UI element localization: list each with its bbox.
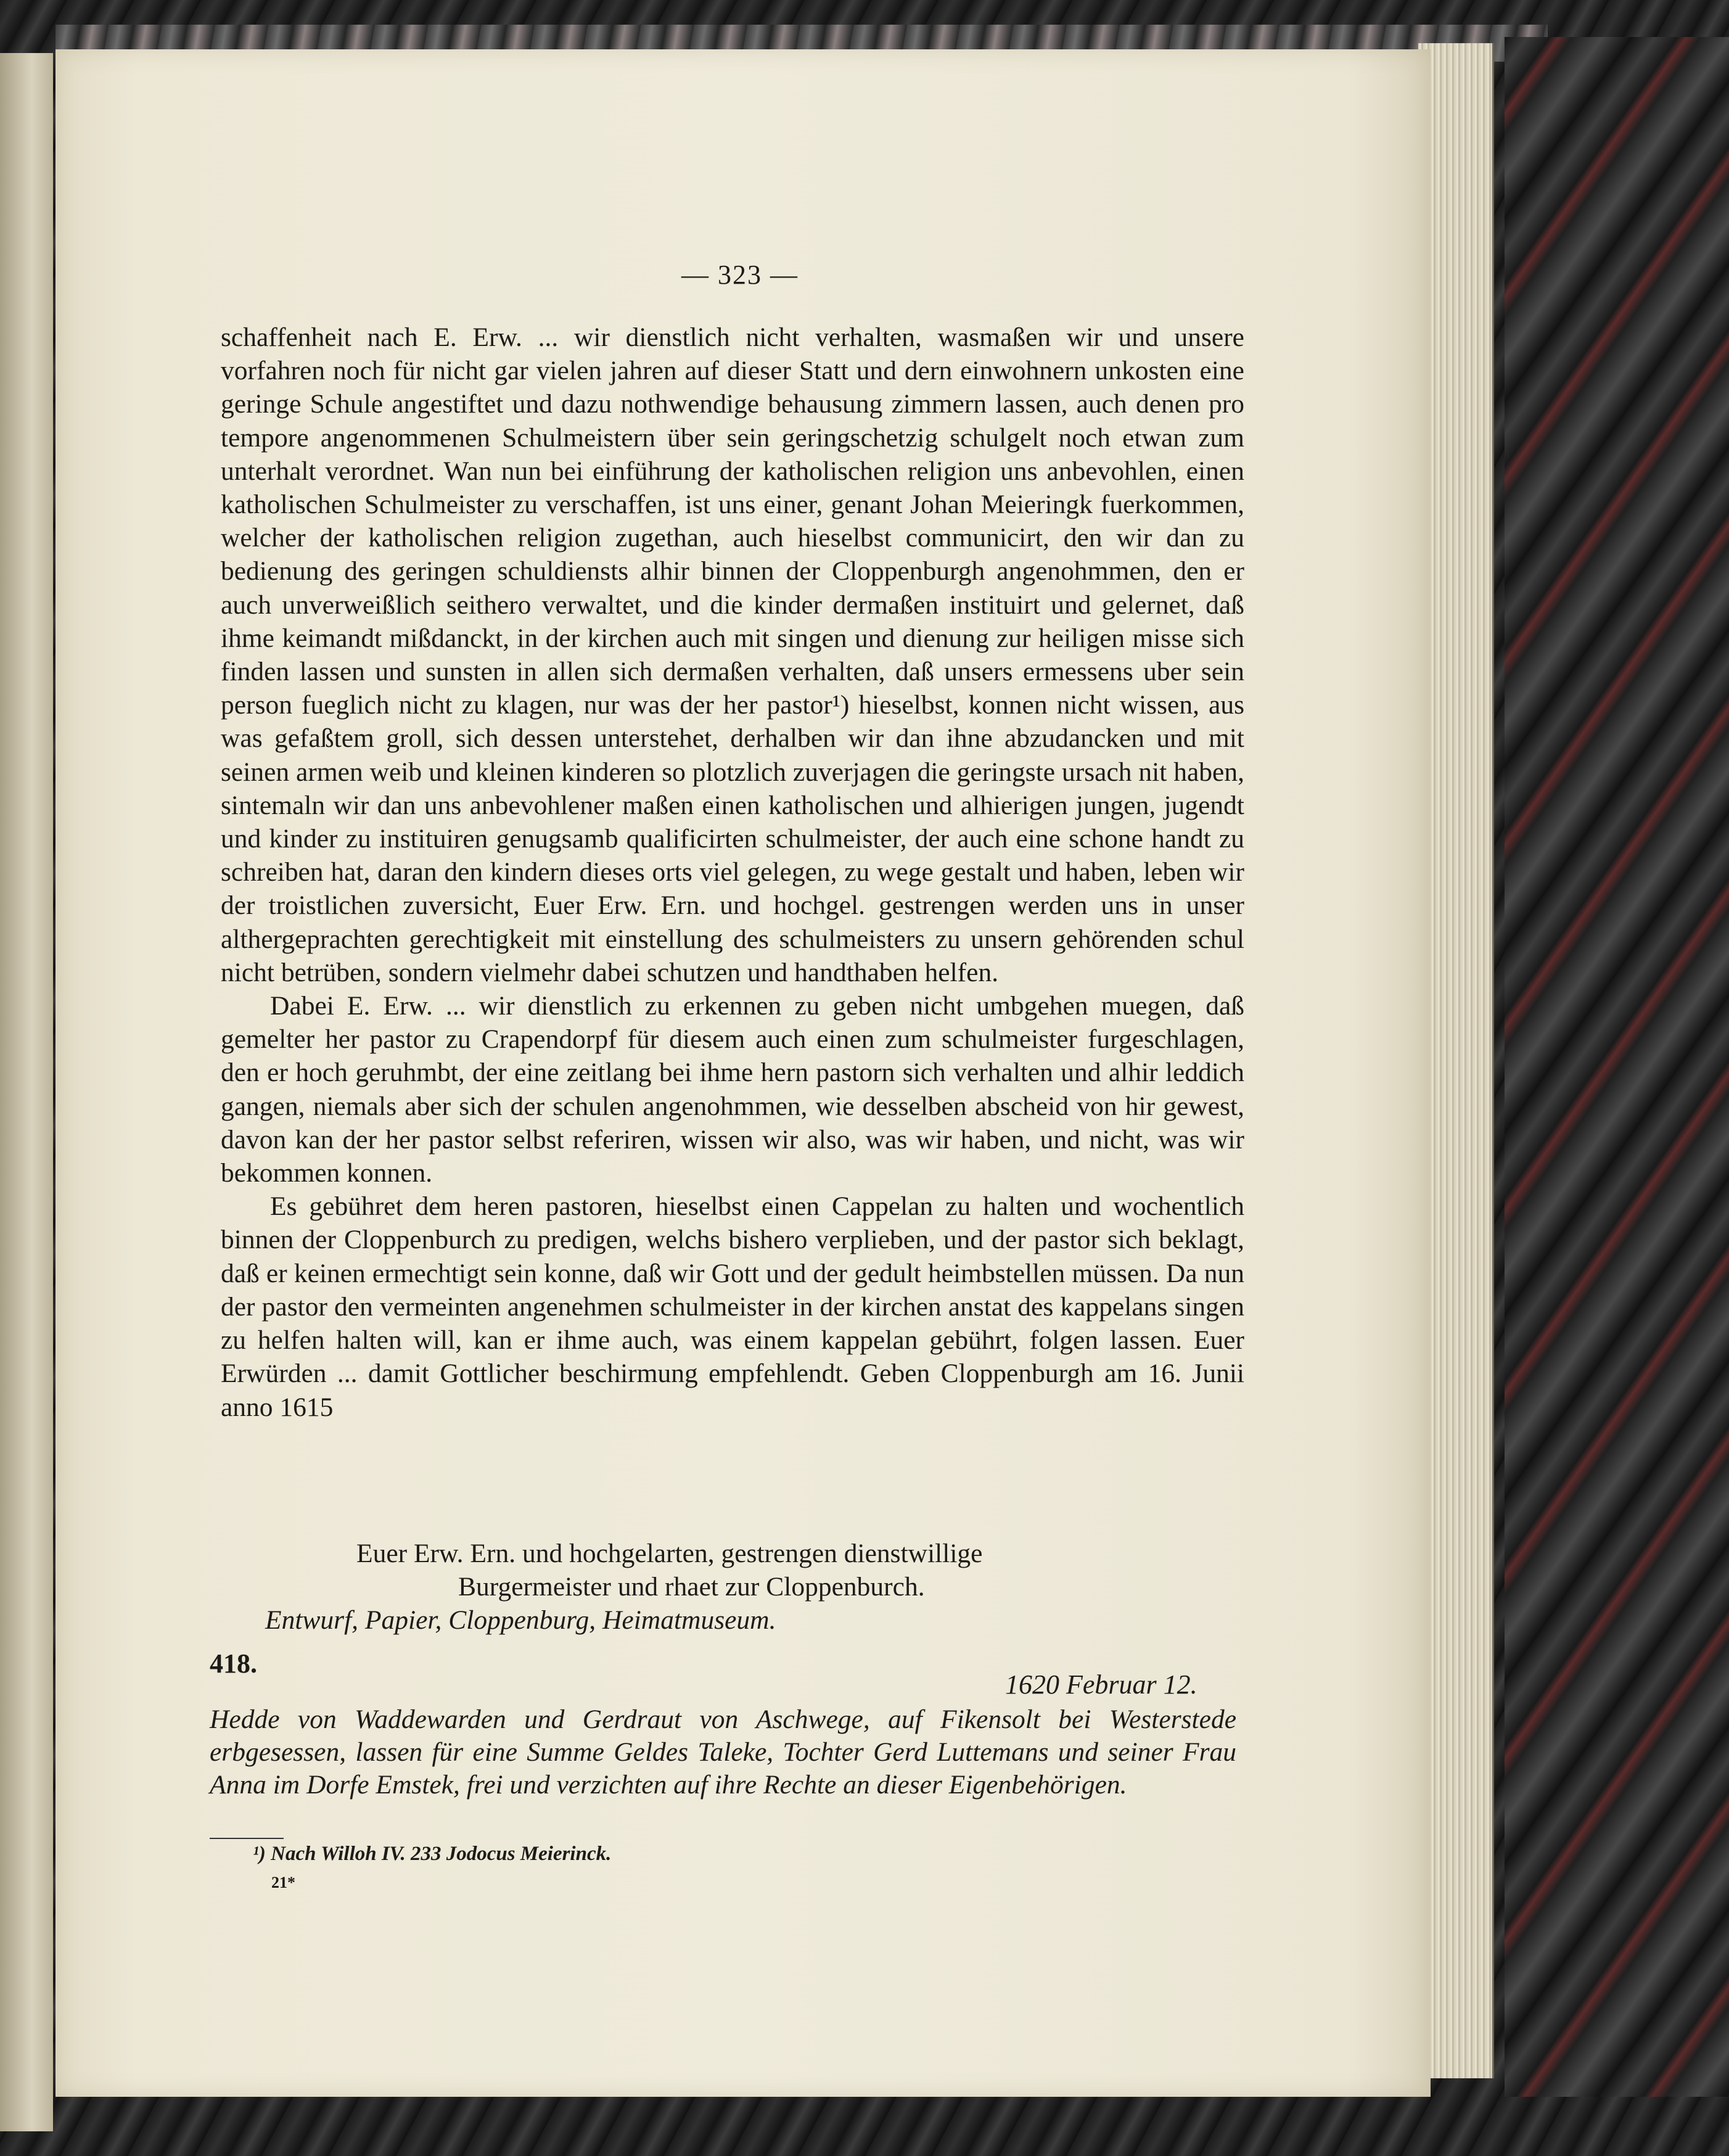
book-page xyxy=(55,49,1431,2097)
marbled-cover-right xyxy=(1505,37,1729,2097)
document-summary: Hedde von Waddewarden und Gerdraut von Aschwege, auf Fikensolt bei Westerstede erbgesessen, lassen für eine Summe Geldes Taleke, Tochter Gerd Luttemans und seiner Frau Anna im Dorfe Emstek, frei und verzichten auf ihre Rechte an dieser Eigenbehörigen. xyxy=(210,1705,1236,1800)
paragraph: Dabei E. Erw. ... wir dienstlich zu erkennen zu geben nicht umbgehen muegen, daß gemelter her pastor zu Crapendorpf für diesem auch einen zum schulmeister furgeschlagen, den er hoch geruhmbt, der eine zeitlang bei ihme hern pastorn sich verhalten und alhir leddich gangen, niemals aber sich der schulen angenohmmen, wie desselben abscheid von hir gewest, davon kan der her pastor selbst referiren, wissen wir also, was wir haben, und nicht, was wir bekommen konnen. xyxy=(221,991,1244,1188)
source-note: Entwurf, Papier, Cloppenburg, Heimatmuseum. xyxy=(265,1605,776,1635)
footnote: ¹) Nach Willoh IV. 233 Jodocus Meierinck. xyxy=(253,1843,612,1865)
document-date: 1620 Februar 12. xyxy=(1005,1669,1197,1700)
closing-line: Euer Erw. Ern. und hochgelarten, gestrengen dienstwillige xyxy=(356,1539,983,1568)
paragraph: schaffenheit nach E. Erw. ... wir dienstlich nicht verhalten, wasmaßen wir und unsere vorfahren noch für nicht gar vielen jahren auf dieser Statt und dern einwohnern unkosten eine geringe Schule angestiftet und dazu nothwendige behausung zimmern lassen, auch denen pro tempore angenommenen Schulmeistern über sein geringschetzig schulgelt noch etwan zum unterhalt verordnet. Wan nun bei einführung der katholischen religion uns anbevohlen, einen katholischen Schulmeister zu verschaffen, ist uns einer, genant Johan Meieringk fuerkommen, welcher der katholischen religion zugethan, auch hieselbst communicirt, den wir dan zu bedienung des geringen schuldiensts alhir binnen der Cloppenburgh angenohmmen, den er auch unverweißlich seithero verwaltet, und die kinder dermaßen instituirt und gelernet, daß ihme keimandt mißdanckt, in der kirchen auch mit singen und dienung zur heiligen misse sich finden lassen und sunsten in allen sich dermaßen verhalten, daß unsers ermessens uber sein person fueglich nicht zu klagen, nur was der her pastor¹) hieselbst, konnen nicht wissen, aus was gefaßtem groll, sich dessen unterstehet, derhalben wir dan ihne abzudancken und mit seinen armen weib und kleinen kinderen so plotzlich zuverjagen die geringste ursach nit haben, sintemaln wir dan uns anbevohlener maßen einen katholischen und alhierigen jungen, jugendt und kinder zu instituiren genugsamb qualificirten schulmeister, der auch eine schone handt zu schreiben hat, daran den kindern dieses orts viel gelegen, zu wege gestalt und haben, leben wir der troistlichen zuversicht, Euer Erw. Ern. und hochgel. gestrengen werden uns in unser althergeprachten gerechtigkeit mit einstellung des schulmeisters zu unsern gehörenden schul nicht betrüben, sondern vielmehr dabei schutzen und handthaben helfen. xyxy=(221,323,1244,987)
signature-mark: 21* xyxy=(271,1874,295,1891)
document-number: 418. xyxy=(210,1648,257,1679)
page-number: — 323 — xyxy=(681,260,799,290)
letter-closing xyxy=(221,1537,1244,1603)
footnote-rule xyxy=(210,1838,284,1839)
main-text xyxy=(221,321,1244,1424)
paragraph: Es gebühret dem heren pastoren, hieselbst einen Cappelan zu halten und wochentlich binnen der Cloppenburch zu predigen, welchs bishero verplieben, und der pastor sich beklagt, daß er keinen ermechtigt sein konne, daß wir Gott und der gedult heimbstellen müssen. Da nun der pastor den vermeinten angenehmen schulmeister in der kirchen anstat des kappelans singen zu helfen halten will, kan er ihme auch, was einem kappelan gebührt, folgen lassen. Euer Erwürden ... damit Gottlicher beschirmung empfehlendt. Geben Cloppenburgh am 16. Junii anno 1615 xyxy=(221,1191,1244,1422)
left-page-edge xyxy=(0,53,53,2131)
closing-line: Burgermeister und rhaet zur Cloppenburch. xyxy=(458,1572,925,1602)
